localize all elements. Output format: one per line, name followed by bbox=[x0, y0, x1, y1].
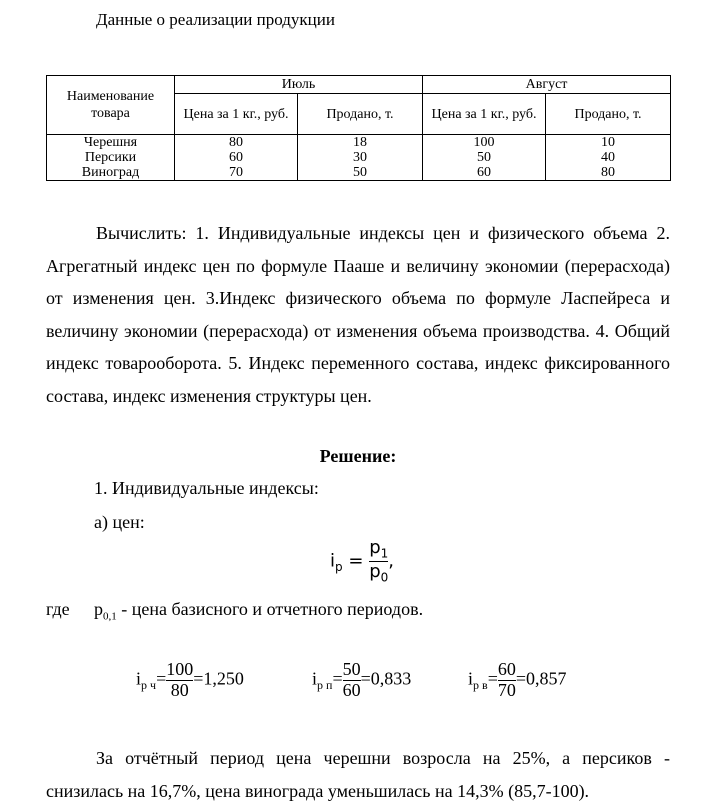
row-name: Персики bbox=[47, 150, 175, 165]
calc-numerator: 100 bbox=[166, 659, 194, 679]
task-paragraph: Вычислить: 1. Индивидуальные индексы цен и физического объема 2. Агрегатный индекс цен по формуле Пааше и величину экономии (перерасхода) от изменения цен. 3.Индекс физического объема по формуле Ласпейреса и величину экономии (перерасхода) от изменения объема производства. 4. Общий индекс товарооборота. 5. Индекс переменного состава, индекс фиксированного состава, индекс изменения структуры цен. bbox=[46, 223, 670, 406]
calc-sub: р в bbox=[473, 678, 488, 693]
document-title: Данные о реализации продукции bbox=[96, 10, 335, 29]
formula-lhs-sub: p bbox=[335, 559, 343, 574]
sales-data-table bbox=[46, 75, 671, 181]
price-index-formula bbox=[330, 538, 394, 585]
where-label: где bbox=[46, 599, 70, 619]
where-variable: p bbox=[94, 599, 103, 619]
row-name: Виноград bbox=[47, 165, 175, 181]
calc-result: =1,250 bbox=[193, 668, 244, 689]
calc-numerator: 50 bbox=[342, 659, 361, 679]
solution-heading: Решение: bbox=[319, 446, 397, 466]
calc-cherry: $i_{р ч}=$ $\frac{100}{80}$ =1,250 bbox=[136, 659, 244, 700]
formula-fraction bbox=[369, 538, 388, 585]
row-price-august: 60 bbox=[423, 165, 546, 181]
row-sold-july: 18 bbox=[298, 135, 423, 151]
formula-denominator-sub: 0 bbox=[380, 570, 389, 585]
calc-result: =0,857 bbox=[515, 668, 567, 689]
formula-denominator: p bbox=[369, 560, 381, 582]
row-sold-july: 30 bbox=[298, 150, 423, 165]
price-header-august: Цена за 1 кг., руб. bbox=[423, 94, 546, 135]
row-sold-august: 10 bbox=[546, 135, 671, 151]
row-price-august: 100 bbox=[423, 135, 546, 151]
item-individual-indices: 1. Индивидуальные индексы: bbox=[94, 478, 319, 498]
name-header: Наименование товара bbox=[47, 76, 175, 135]
conclusion-paragraph: За отчётный период цена черешни возросла на 25%, а персиков - снизилась на 16,7%, цена винограда уменьшилась на 14,3% (85,7-100). bbox=[46, 748, 670, 801]
calc-denominator: 60 bbox=[342, 679, 361, 700]
calc-numerator: 60 bbox=[497, 659, 516, 679]
row-sold-august: 80 bbox=[546, 165, 671, 181]
row-price-july: 80 bbox=[175, 135, 298, 151]
month-july-header: Июль bbox=[175, 76, 423, 94]
formula-lhs: i bbox=[330, 550, 336, 572]
formula-tail: , bbox=[388, 550, 395, 572]
formula-equals: = bbox=[348, 550, 364, 572]
calc-fraction bbox=[498, 660, 516, 701]
calc-denominator: 80 bbox=[166, 680, 193, 701]
calc-peaches: $i_{р п}=$ $\frac{50}{60}$ =0,833 bbox=[312, 659, 412, 700]
formula-numerator: p bbox=[369, 537, 381, 558]
row-price-july: 70 bbox=[175, 165, 298, 181]
formula-numerator-sub: 1 bbox=[380, 546, 389, 561]
row-name: Черешня bbox=[47, 135, 175, 151]
item-prices: а) цен: bbox=[94, 512, 145, 532]
where-variable-sub: 0,1 bbox=[103, 610, 117, 623]
calc-sub: р п bbox=[317, 678, 333, 693]
calc-fraction bbox=[166, 660, 193, 701]
row-sold-july: 50 bbox=[298, 165, 423, 181]
row-price-august: 50 bbox=[423, 150, 546, 165]
where-description: - цена базисного и отчетного периодов. bbox=[116, 599, 424, 619]
calc-fraction bbox=[343, 660, 361, 701]
sold-header-august: Продано, т. bbox=[546, 94, 671, 135]
calc-grapes: $i_{р в}=$ $\frac{60}{70}$ =0,857 bbox=[468, 659, 567, 700]
calc-result: =0,833 bbox=[360, 668, 412, 689]
row-sold-august: 40 bbox=[546, 150, 671, 165]
table-header-row bbox=[47, 76, 671, 94]
month-august-header: Август bbox=[423, 76, 671, 94]
calc-denominator: 70 bbox=[497, 679, 516, 700]
table-row bbox=[47, 150, 671, 165]
sold-header-july: Продано, т. bbox=[298, 94, 423, 135]
table-row bbox=[47, 135, 671, 151]
where-definition bbox=[94, 599, 423, 623]
table-row bbox=[47, 165, 671, 181]
calc-sub: р ч bbox=[141, 678, 157, 693]
price-header-july: Цена за 1 кг., руб. bbox=[175, 94, 298, 135]
row-price-july: 60 bbox=[175, 150, 298, 165]
